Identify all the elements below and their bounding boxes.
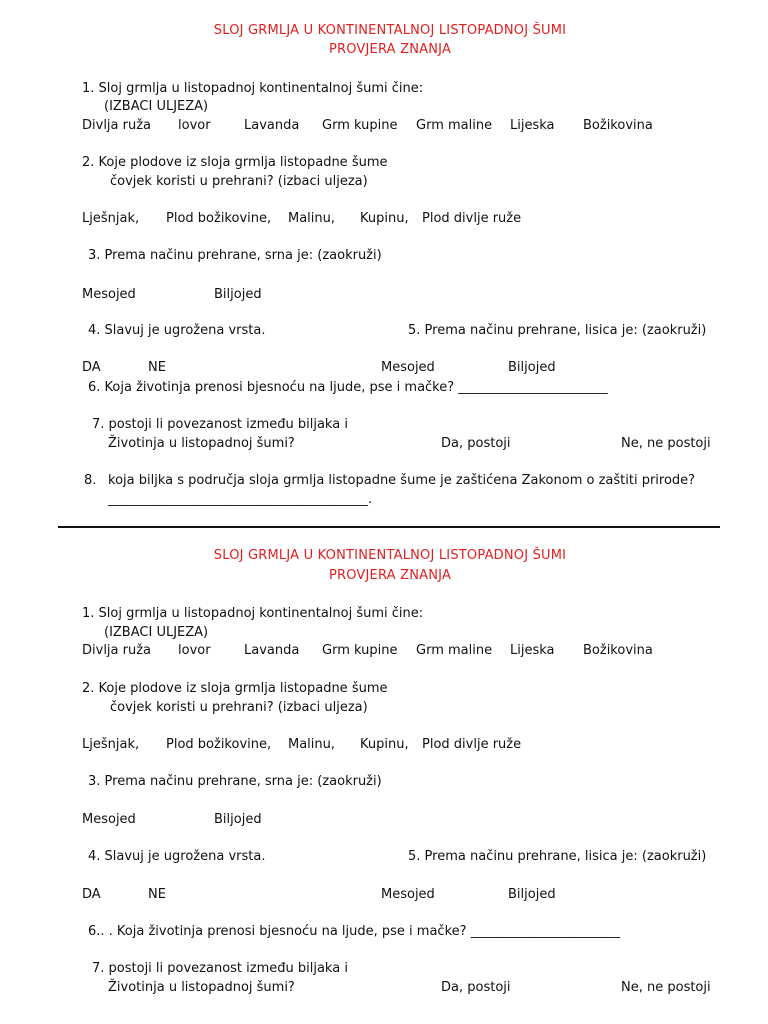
w2-q1-option: lovor (178, 643, 211, 658)
w1-q8-text: koja biljka s područja sloja grmlja listopadne šume je zaštićena Zakonom o zaštiti prirode? (108, 473, 696, 488)
w2-q7-line1: 7. postoji li povezanost između biljaka i (92, 961, 348, 976)
w1-q7-option: Da, postoji (441, 436, 511, 451)
w1-q5-option: Mesojed (381, 360, 435, 375)
w2-q2-option: Plod božikovine, (166, 737, 272, 752)
w2-q4-option: NE (148, 887, 166, 902)
w1-q1-line1: 1. Sloj grmlja u listopadnoj kontinentalnoj šumi čine: (82, 81, 424, 96)
w1-q3-option: Mesojed (82, 287, 136, 302)
worksheet-2-subtitle: PROVJERA ZNANJA (328, 568, 452, 583)
w1-q8-blank: ________________________________________. (108, 492, 373, 507)
w2-q5-option: Mesojed (381, 887, 435, 902)
w1-q2-line2: čovjek koristi u prehrani? (izbaci uljeza) (110, 174, 368, 189)
w2-q4-option: DA (82, 887, 101, 902)
w1-q1-option: Divlja ruža (82, 118, 152, 133)
w1-q4-option: NE (148, 360, 166, 375)
w2-q3-option: Mesojed (82, 812, 136, 827)
w1-q2-option: Kupinu, (360, 211, 409, 226)
w2-q3-text: 3. Prema načinu prehrane, srna je: (zaokruži) (88, 774, 382, 789)
w2-q1-option: Grm kupine (322, 643, 398, 658)
w1-q1-option: Grm maline (416, 118, 493, 133)
w1-q2-option: Plod božikovine, (166, 211, 272, 226)
w1-q1-option: lovor (178, 118, 211, 133)
w1-q7-line2: Životinja u listopadnoj šumi? (108, 436, 295, 451)
worksheet-1-subtitle: PROVJERA ZNANJA (328, 42, 452, 57)
worksheet-2-title: SLOJ GRMLJA U KONTINENTALNOJ LISTOPADNOJ ŠUMI (213, 548, 567, 563)
w1-q7-line1: 7. postoji li povezanost između biljaka i (92, 417, 348, 432)
w2-q1-option: Lavanda (244, 643, 300, 658)
w1-q2-option: Plod divlje ruže (422, 211, 522, 226)
w1-q1-line2: (IZBACI ULJEZA) (104, 99, 209, 114)
w2-q1-option: Divlja ruža (82, 643, 152, 658)
w1-q2-option: Malinu, (288, 211, 336, 226)
w2-q5-option: Biljojed (508, 887, 556, 902)
w1-q3-text: 3. Prema načinu prehrane, srna je: (zaokruži) (88, 248, 382, 263)
w2-q1-option: Božikovina (583, 643, 653, 658)
w2-q1-option: Lijeska (510, 643, 555, 658)
page-divider (58, 526, 720, 528)
w2-q2-option: Lješnjak, (82, 737, 140, 752)
w2-q1-line2: (IZBACI ULJEZA) (104, 625, 209, 640)
w1-q5-option: Biljojed (508, 360, 556, 375)
w2-q4-text: 4. Slavuj je ugrožena vrsta. (88, 849, 266, 864)
w1-q2-line1: 2. Koje plodove iz sloja grmlja listopadne šume (82, 155, 388, 170)
w1-q1-option: Lijeska (510, 118, 555, 133)
w1-q4-text: 4. Slavuj je ugrožena vrsta. (88, 323, 266, 338)
w2-q7-line2: Životinja u listopadnoj šumi? (108, 980, 295, 995)
w2-q6-text: 6.. . Koja životinja prenosi bjesnoću na ljude, pse i mačke? _______________________ (88, 924, 621, 939)
w2-q2-option: Malinu, (288, 737, 336, 752)
w1-q8-number: 8. (84, 473, 97, 488)
w1-q1-option: Grm kupine (322, 118, 398, 133)
w2-q2-option: Plod divlje ruže (422, 737, 522, 752)
w2-q5-text: 5. Prema načinu prehrane, lisica je: (zaokruži) (408, 849, 707, 864)
w1-q7-option: Ne, ne postoji (621, 436, 711, 451)
w2-q2-line2: čovjek koristi u prehrani? (izbaci uljeza) (110, 700, 368, 715)
w2-q2-option: Kupinu, (360, 737, 409, 752)
w1-q2-option: Lješnjak, (82, 211, 140, 226)
w1-q3-option: Biljojed (214, 287, 262, 302)
w1-q4-option: DA (82, 360, 101, 375)
w2-q7-option: Da, postoji (441, 980, 511, 995)
w1-q1-option: Lavanda (244, 118, 300, 133)
w2-q7-option: Ne, ne postoji (621, 980, 711, 995)
worksheet-1-title: SLOJ GRMLJA U KONTINENTALNOJ LISTOPADNOJ ŠUMI (213, 23, 567, 38)
w2-q1-line1: 1. Sloj grmlja u listopadnoj kontinentalnoj šumi čine: (82, 606, 424, 621)
w1-q1-option: Božikovina (583, 118, 653, 133)
w2-q2-line1: 2. Koje plodove iz sloja grmlja listopadne šume (82, 681, 388, 696)
w1-q6-text: 6. Koja životinja prenosi bjesnoću na ljude, pse i mačke? _______________________ (88, 380, 608, 395)
w1-q5-text: 5. Prema načinu prehrane, lisica je: (zaokruži) (408, 323, 707, 338)
w2-q3-option: Biljojed (214, 812, 262, 827)
w2-q1-option: Grm maline (416, 643, 493, 658)
